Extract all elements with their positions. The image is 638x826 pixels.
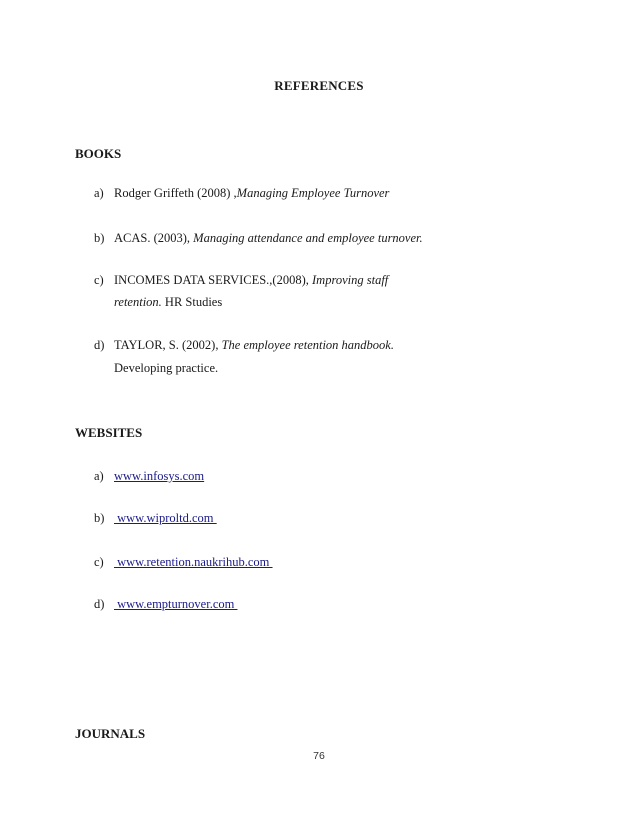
list-marker: a) — [94, 469, 104, 483]
reference-text — [114, 186, 389, 201]
list-marker: a) — [94, 186, 104, 200]
section-heading-books: BOOKS — [75, 146, 122, 161]
section-heading-websites: WEBSITES — [75, 425, 143, 440]
list-marker: c) — [94, 273, 104, 287]
website-link[interactable]: www.empturnover.com — [114, 597, 238, 611]
reference-title: Improving staff — [312, 273, 389, 287]
reference-publisher: HR Studies — [161, 295, 223, 309]
page-number: 76 — [313, 750, 325, 762]
website-link[interactable]: www.infosys.com — [114, 469, 205, 483]
reference-text — [114, 338, 394, 353]
reference-title: The employee retention handbook. — [221, 338, 394, 352]
reference-text-continued: Developing practice. — [114, 361, 219, 375]
page-title: REFERENCES — [274, 78, 364, 93]
website-link[interactable]: www.wiproltd.com — [114, 511, 217, 525]
reference-author: INCOMES DATA SERVICES.,(2008), — [114, 273, 313, 287]
reference-title: retention. — [114, 295, 162, 309]
list-marker: d) — [94, 597, 105, 611]
reference-text — [114, 231, 423, 246]
list-marker: b) — [94, 511, 105, 525]
reference-text-continued — [114, 295, 222, 310]
reference-text — [114, 273, 388, 288]
reference-title: Managing Employee Turnover — [236, 186, 390, 200]
reference-title: Managing attendance and employee turnover. — [193, 231, 423, 245]
reference-author: ACAS. (2003), — [114, 231, 194, 245]
list-marker: c) — [94, 555, 104, 569]
reference-author: Rodger Griffeth (2008) , — [114, 186, 237, 200]
website-link[interactable]: www.retention.naukrihub.com — [114, 555, 273, 569]
section-heading-journals: JOURNALS — [75, 726, 146, 741]
reference-author: TAYLOR, S. (2002), — [114, 338, 222, 352]
list-marker: d) — [94, 338, 105, 352]
list-marker: b) — [94, 231, 105, 245]
